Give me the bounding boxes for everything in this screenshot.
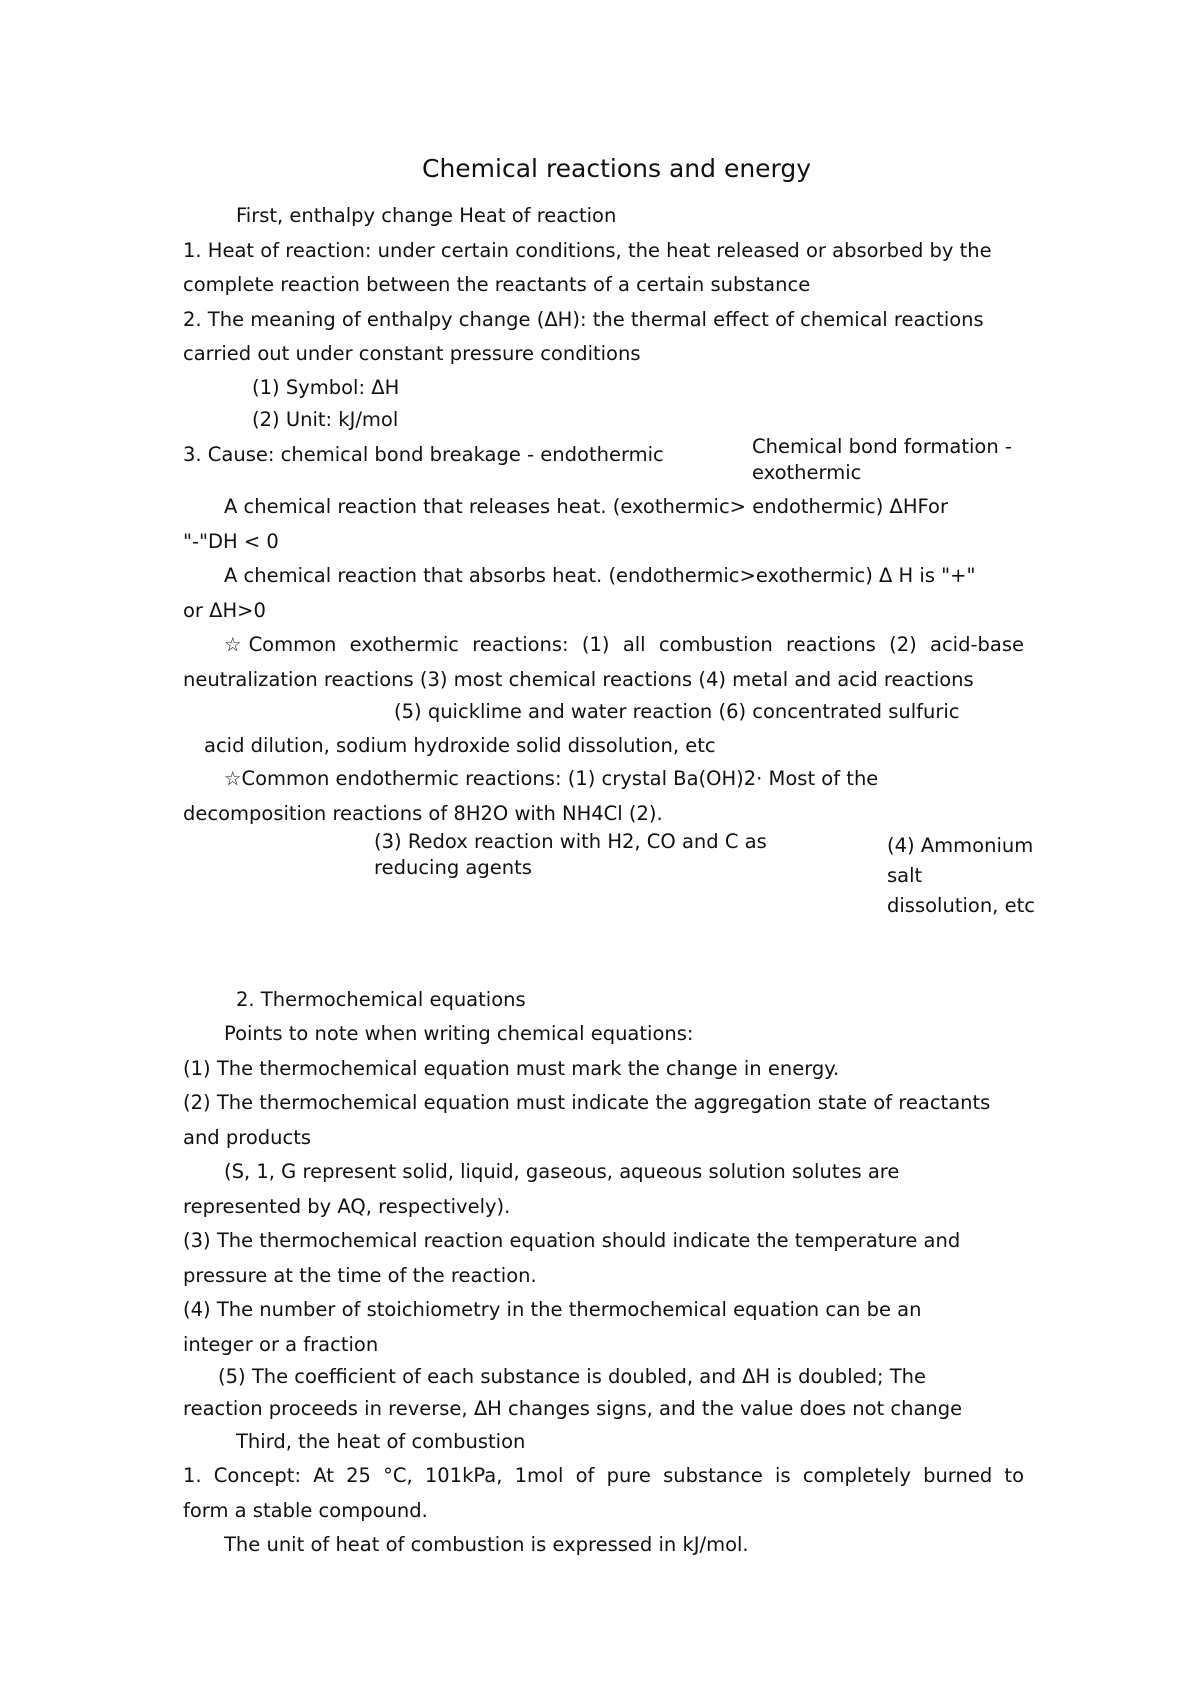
paragraph-line: "-"DH < 0 bbox=[183, 530, 279, 553]
paragraph-line: carried out under constant pressure conditions bbox=[183, 342, 641, 365]
paragraph-line: form a stable compound. bbox=[183, 1499, 428, 1522]
paragraph-line: complete reaction between the reactants of a certain substance bbox=[183, 273, 811, 296]
paragraph-line: 1. Heat of reaction: under certain conditions, the heat released or absorbed by the bbox=[183, 239, 992, 262]
paragraph-line: 1. Concept: At 25 °C, 101kPa, 1mol of pure substance is completely burned to bbox=[183, 1464, 1024, 1487]
paragraph-line: ☆Common exothermic reactions: (1) all combustion reactions (2) acid-base bbox=[224, 633, 1024, 656]
list-item: (2) The thermochemical equation must indicate the aggregation state of reactants bbox=[183, 1091, 991, 1114]
section-heading-combustion: Third, the heat of combustion bbox=[236, 1430, 526, 1453]
paragraph-line: or ΔH>0 bbox=[183, 599, 266, 622]
unit-line: (2) Unit: kJ/mol bbox=[252, 408, 399, 431]
list-item: (4) The number of stoichiometry in the thermochemical equation can be an bbox=[183, 1298, 922, 1321]
paragraph-line: A chemical reaction that releases heat. (exothermic> endothermic) ΔHFor bbox=[224, 495, 948, 518]
paragraph-line: A chemical reaction that absorbs heat. (endothermic>exothermic) Δ H is "+" bbox=[224, 564, 976, 587]
list-item: pressure at the time of the reaction. bbox=[183, 1264, 537, 1287]
text-box-redox: (3) Redox reaction with H2, CO and C as reducing agents bbox=[374, 830, 767, 879]
symbol-line: (1) Symbol: ΔH bbox=[252, 376, 400, 399]
paragraph-line: decomposition reactions of 8H2O with NH4Cl (2). bbox=[183, 802, 663, 825]
paragraph-line: Points to note when writing chemical equations: bbox=[224, 1022, 694, 1045]
list-item: (3) The thermochemical reaction equation should indicate the temperature and bbox=[183, 1229, 961, 1252]
text-box-ammonium: (4) Ammonium salt dissolution, etc bbox=[887, 834, 1035, 918]
list-item: (S, 1, G represent solid, liquid, gaseous, aqueous solution solutes are bbox=[224, 1160, 900, 1183]
paragraph-line: 2. The meaning of enthalpy change (ΔH): the thermal effect of chemical reactions bbox=[183, 308, 984, 331]
list-item: and products bbox=[183, 1126, 312, 1149]
list-item: integer or a fraction bbox=[183, 1333, 379, 1356]
paragraph-line: (5) quicklime and water reaction (6) concentrated sulfuric bbox=[394, 700, 960, 723]
page-title: Chemical reactions and energy bbox=[422, 154, 812, 183]
section-heading-enthalpy: First, enthalpy change Heat of reaction bbox=[236, 204, 617, 227]
text-box-bond-formation: Chemical bond formation - exothermic bbox=[752, 435, 1012, 484]
cause-line: 3. Cause: chemical bond breakage - endothermic bbox=[183, 443, 664, 466]
paragraph-line: ☆Common endothermic reactions: (1) crystal Ba(OH)2· Most of the bbox=[224, 767, 879, 790]
paragraph-line: acid dilution, sodium hydroxide solid dissolution, etc bbox=[204, 734, 716, 757]
section-heading-thermochemical: 2. Thermochemical equations bbox=[236, 988, 526, 1011]
paragraph-line: neutralization reactions (3) most chemical reactions (4) metal and acid reactions bbox=[183, 668, 974, 691]
list-item: reaction proceeds in reverse, ΔH changes signs, and the value does not change bbox=[183, 1397, 963, 1420]
list-item: represented by AQ, respectively). bbox=[183, 1195, 511, 1218]
list-item: (1) The thermochemical equation must mark the change in energy. bbox=[183, 1057, 840, 1080]
paragraph-line: The unit of heat of combustion is expressed in kJ/mol. bbox=[224, 1533, 749, 1556]
list-item: (5) The coefficient of each substance is doubled, and ΔH is doubled; The bbox=[218, 1365, 927, 1388]
